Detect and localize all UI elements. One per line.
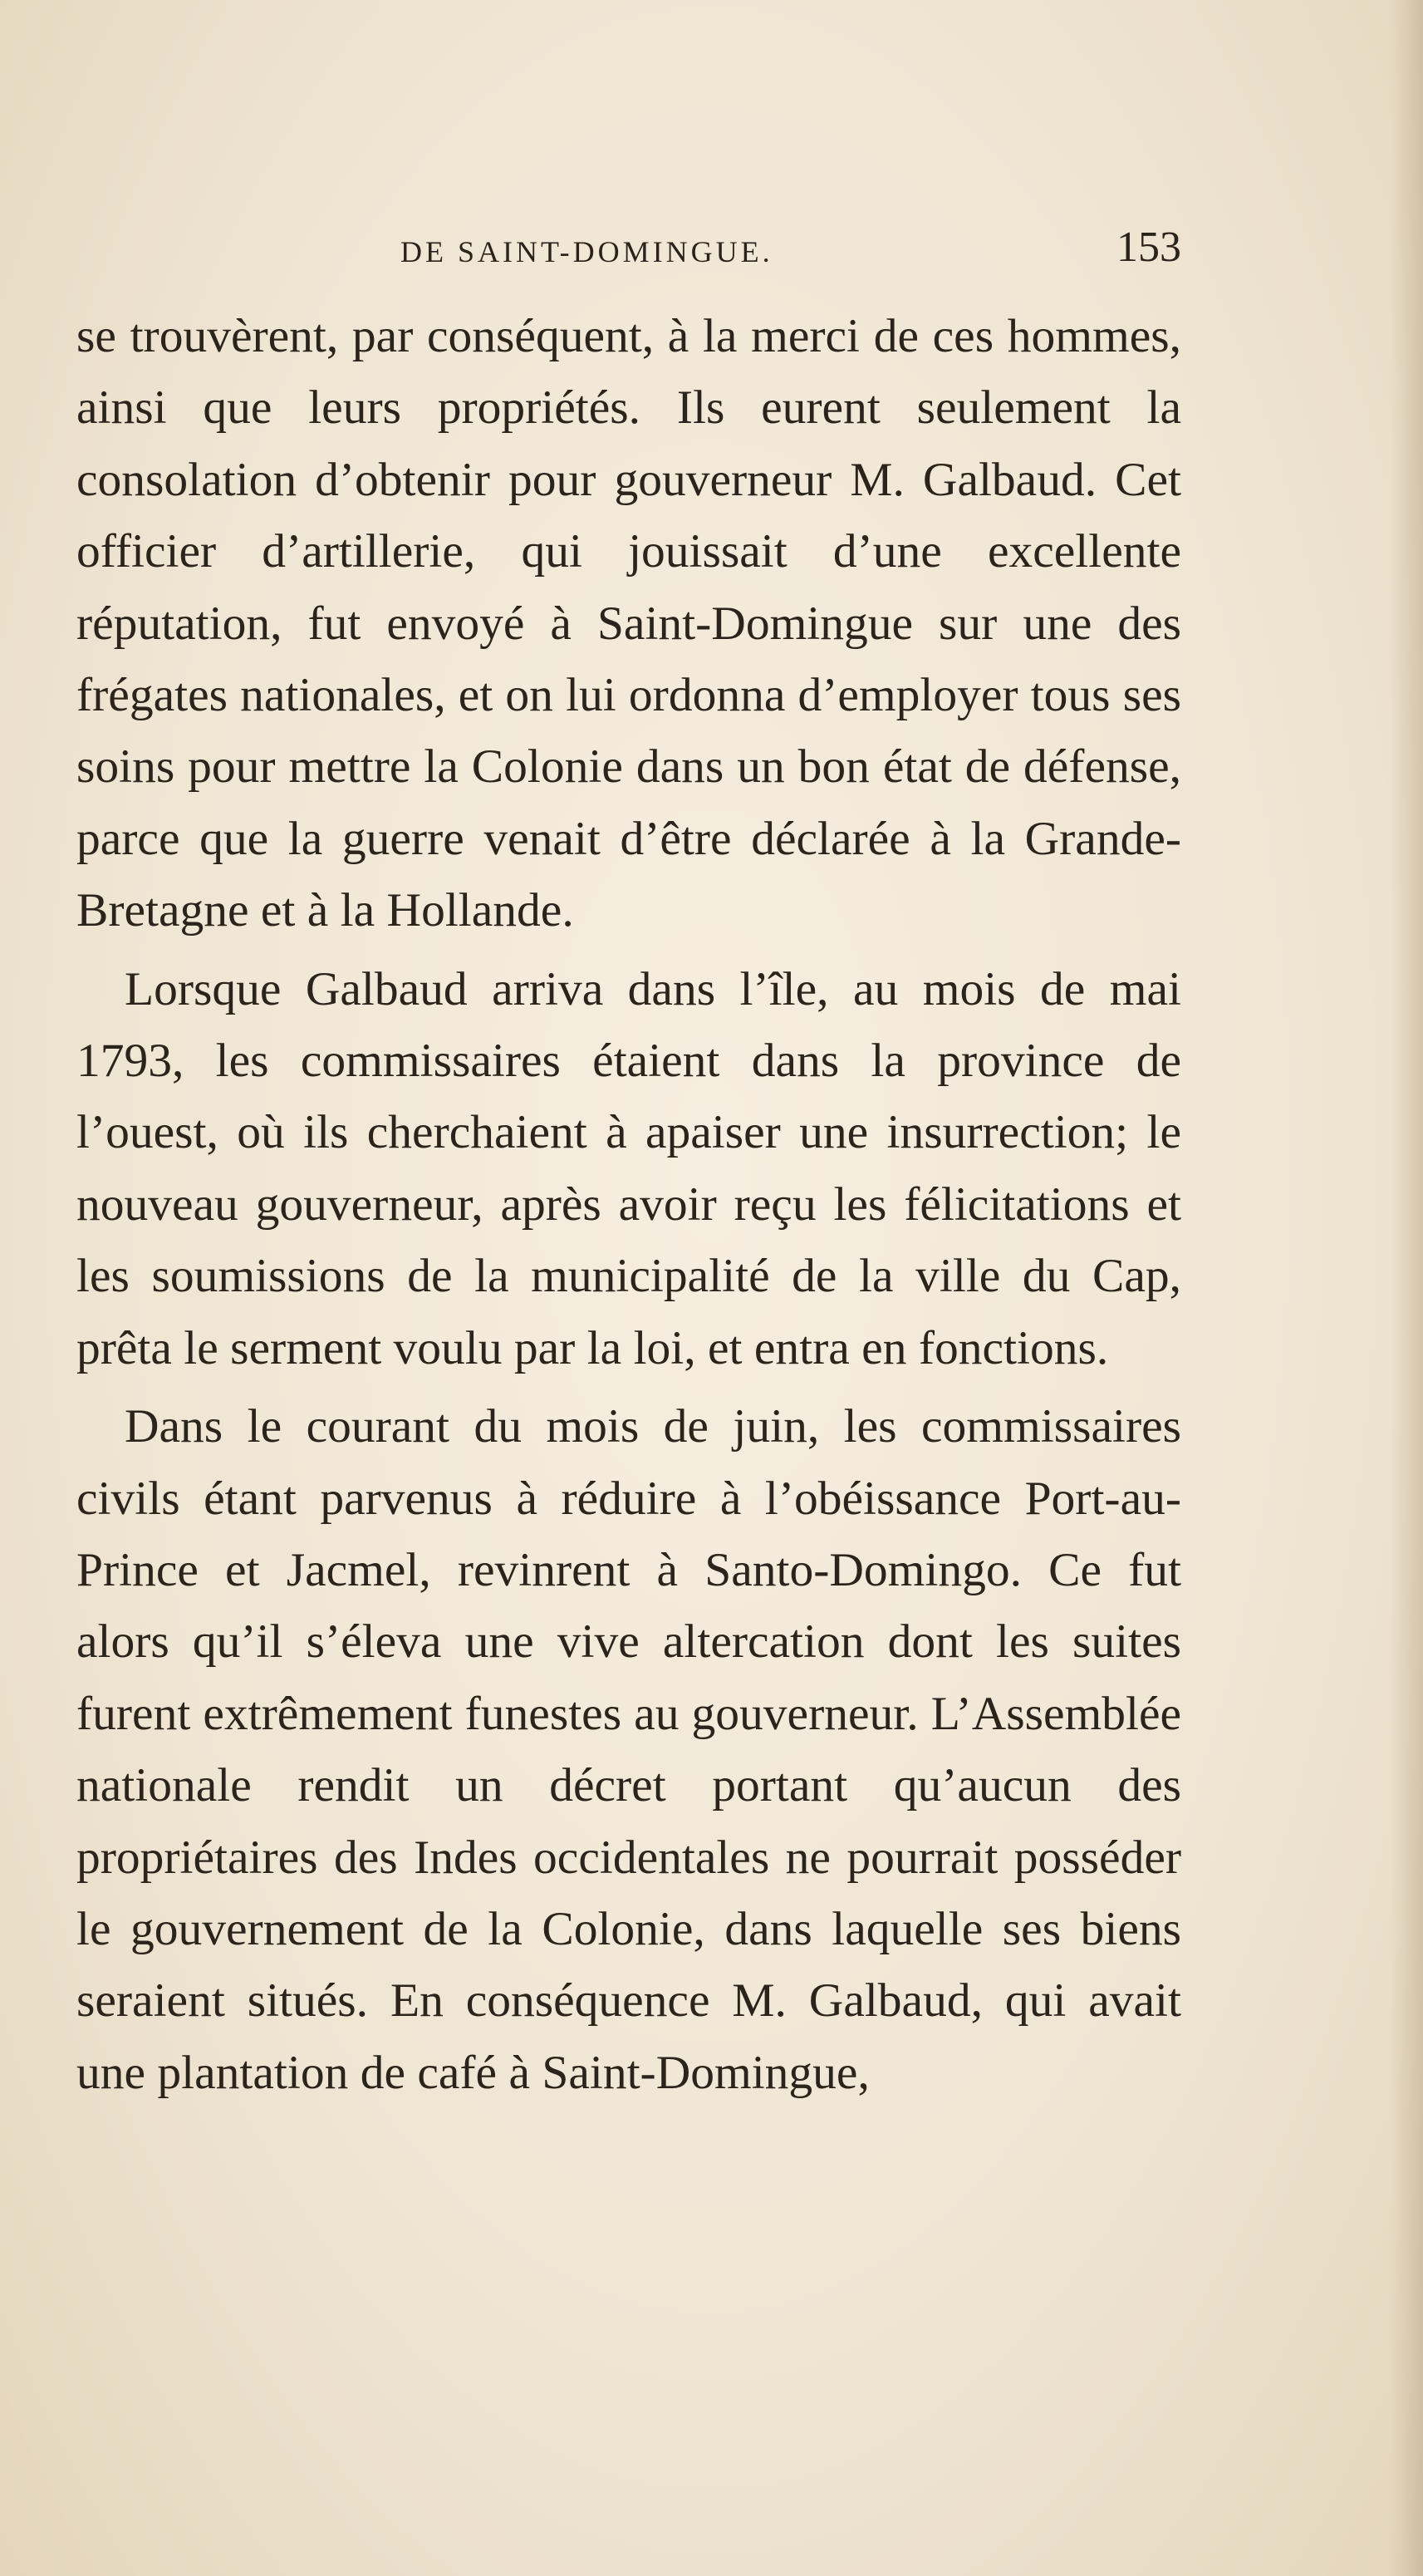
page-header (76, 223, 1181, 281)
paragraph-1: se trouvèrent, par conséquent, à la merci de ces hommes, ainsi que leurs propriétés. Ils eurent seulement la consolation d’obtenir pour gouverneur M. Galbaud. Cet officier d’artillerie, qui jouissait d’une excellente réputation, fut envoyé à Saint-Domingue sur une des frégates nationales, et on lui ordonna d’employer tous ses soins pour mettre la Colonie dans un bon état de défense, parce que la guerre venait d’être déclarée à la Grande-Bretagne et à la Hollande. (76, 310, 1181, 937)
running-head: DE SAINT-DOMINGUE. (400, 235, 773, 268)
paragraph-3: Dans le courant du mois de juin, les commissaires civils étant parvenus à réduire à l’obéissance Port-au-Prince et Jacmel, revinrent à Santo-Domingo. Ce fut alors qu’il s’éleva une vive altercation dont les suites furent extrêmement funestes au gouverneur. L’Assemblée nationale rendit un décret portant qu’aucun des propriétaires des Indes occidentales ne pourrait posséder le gouvernement de la Colonie, dans laquelle ses biens seraient situés. En conséquence M. Galbaud, qui avait une plantation de café à Saint-Domingue, (76, 1400, 1181, 2099)
body-text (76, 301, 1181, 2116)
page-number: 153 (1116, 224, 1181, 271)
page-edge-shadow (1390, 0, 1423, 2576)
paragraph-2: Lorsque Galbaud arriva dans l’île, au mois de mai 1793, les commissaires étaient dans la province de l’ouest, où ils cherchaient à apaiser une insurrection; le nouveau gouverneur, après avoir reçu les félicitations et les soumissions de la municipalité de la ville du Cap, prêta le serment voulu par la loi, et entra en fonctions. (76, 962, 1181, 1374)
